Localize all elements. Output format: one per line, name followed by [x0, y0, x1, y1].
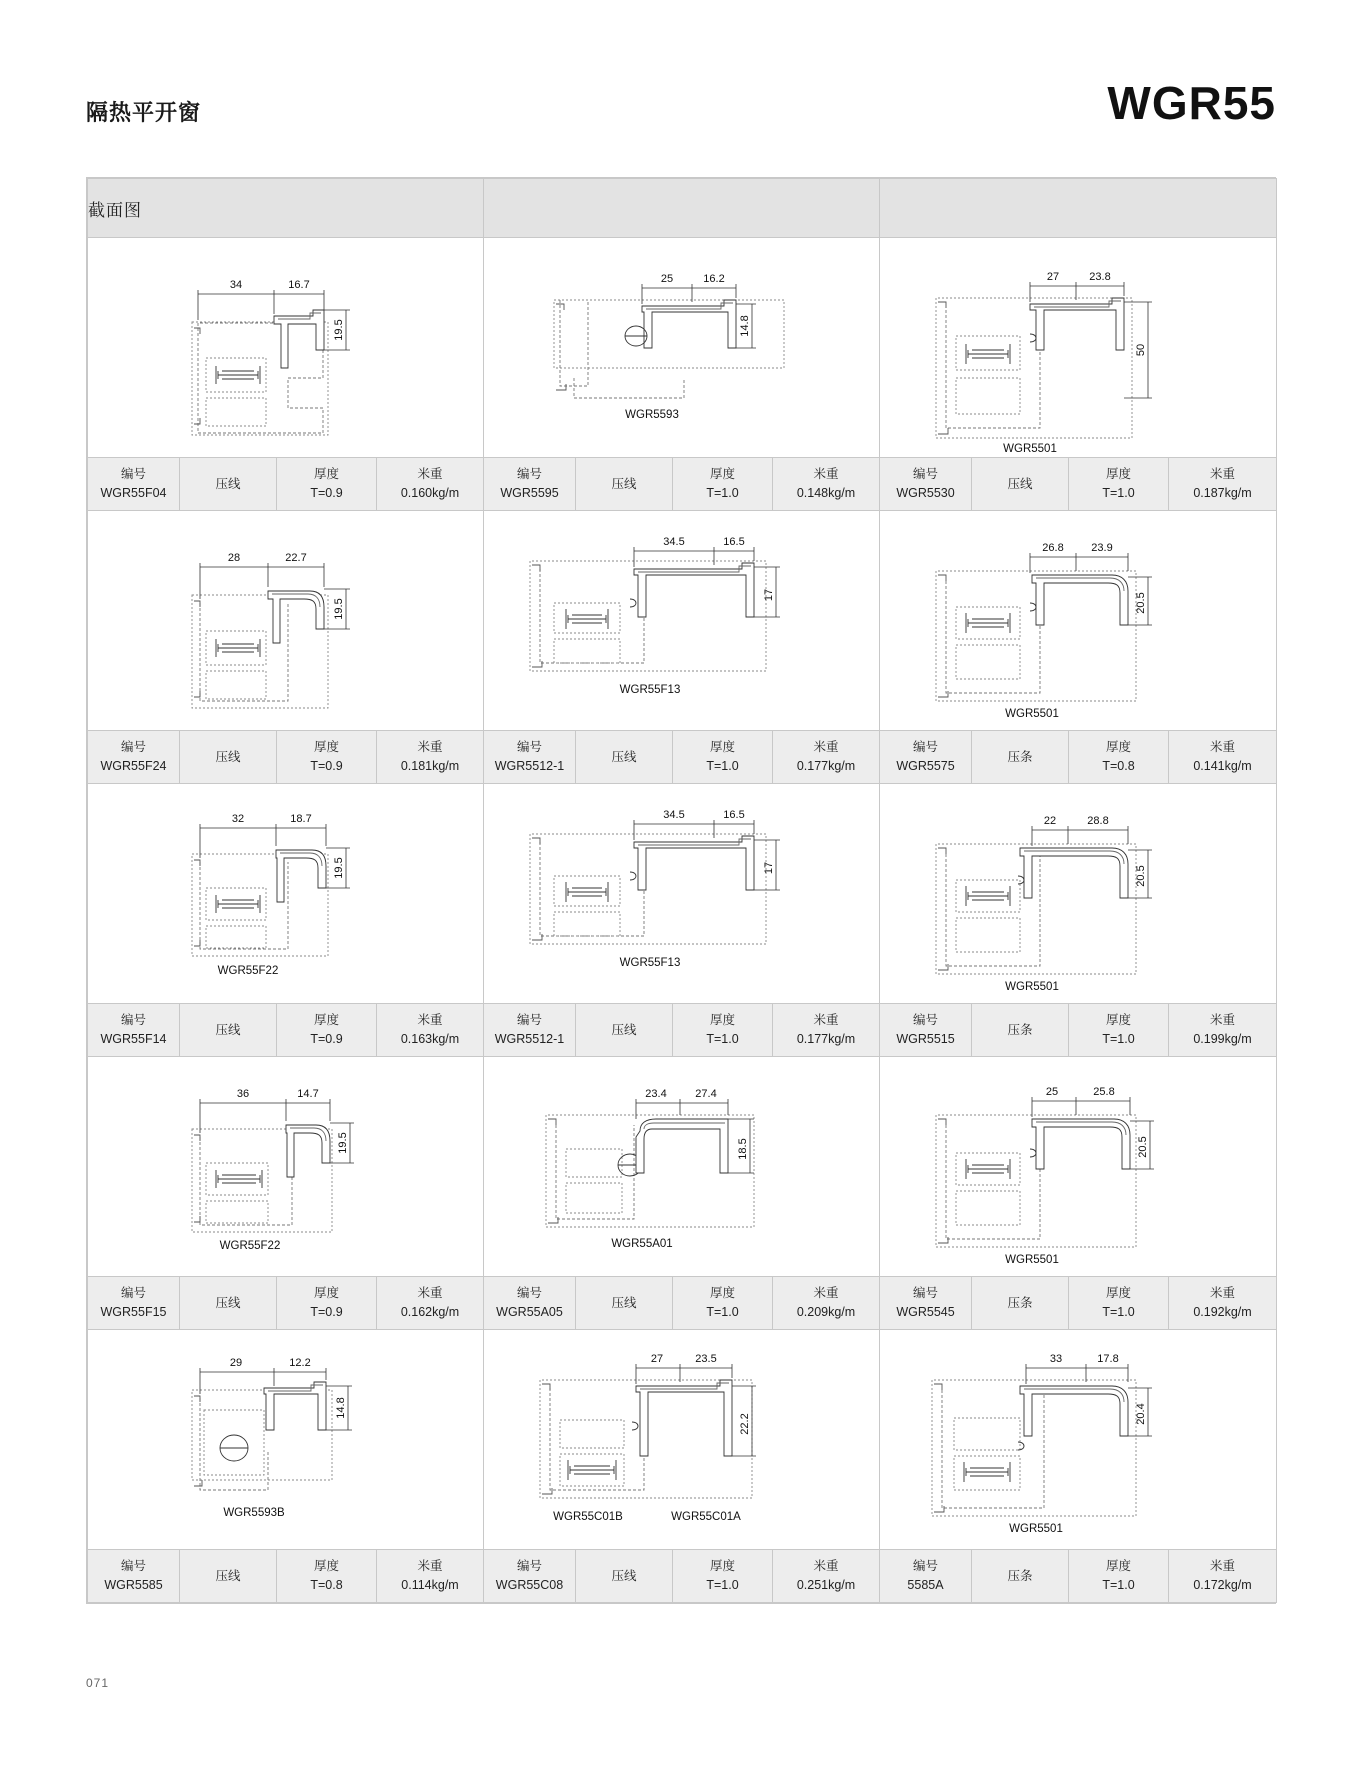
spec-weight-label-r5c2: 米重 [813, 1559, 839, 1574]
spec-thickness-r4c3 [1069, 1277, 1169, 1330]
spec-thickness-r2c1 [277, 731, 377, 784]
spec-weight-r4c1 [377, 1277, 484, 1330]
spec-thickness-value-r5c1: T=0.8 [310, 1578, 343, 1592]
figure-cell-r3c2 [484, 784, 880, 1004]
section-drawing-r1c3 [880, 238, 1276, 457]
figure-cell-r2c1 [88, 511, 484, 731]
dim-top-right-r2c3: 23.9 [1091, 542, 1113, 554]
spec-code-value-r4c1: WGR55F15 [100, 1305, 167, 1319]
profile-label-r4c3-0: WGR5501 [1005, 1254, 1059, 1266]
dim-right-r5c1: 14.8 [335, 1397, 347, 1419]
spec-weight-value-r1c3: 0.187kg/m [1193, 486, 1252, 500]
spec-thickness-label-r2c2: 厚度 [709, 740, 735, 755]
section-drawing-r5c2 [484, 1330, 879, 1549]
spec-thickness-value-r4c3: T=1.0 [1102, 1305, 1135, 1319]
spec-weight-value-r3c2: 0.177kg/m [796, 1032, 856, 1046]
figure-cell-r5c3 [880, 1330, 1277, 1550]
spec-code-label-r1c2: 编号 [516, 467, 542, 482]
spec-thickness-r3c1 [277, 1004, 377, 1057]
spec-thickness-label-r4c2: 厚度 [709, 1286, 735, 1301]
spec-type-r2c3: 压条 [972, 731, 1069, 784]
spec-thickness-label-r3c3: 厚度 [1105, 1013, 1131, 1028]
spec-weight-r5c1 [377, 1550, 484, 1603]
dim-right-r3c1: 19.5 [333, 857, 345, 879]
dim-top-left-r4c3: 25 [1045, 1086, 1059, 1098]
spec-thickness-r1c1 [277, 458, 377, 511]
spec-code-value-r2c1: WGR55F24 [100, 759, 167, 773]
dim-right-r2c1: 19.5 [333, 598, 345, 620]
dim-top-right-r2c2: 16.5 [723, 536, 745, 548]
table-band-row [88, 179, 1277, 238]
spec-weight-label-r3c3: 米重 [1209, 1013, 1235, 1028]
spec-code-r4c3 [880, 1277, 972, 1330]
spec-weight-r1c1 [377, 458, 484, 511]
figure-row-3 [88, 784, 1277, 1004]
dim-top-left-r3c3: 22 [1043, 815, 1057, 827]
figure-cell-r5c2 [484, 1330, 880, 1550]
spec-code-r5c1 [88, 1550, 180, 1603]
spec-row-3 [88, 1004, 1277, 1057]
spec-thickness-value-r3c3: T=1.0 [1102, 1032, 1135, 1046]
spec-type-r2c1: 压线 [180, 731, 277, 784]
dim-top-right-r1c1: 16.7 [288, 279, 310, 291]
spec-thickness-label-r1c2: 厚度 [709, 467, 735, 482]
figure-cell-r1c1 [88, 238, 484, 458]
spec-weight-r3c2 [773, 1004, 880, 1057]
spec-code-value-r2c2: WGR5512-1 [494, 759, 565, 773]
spec-code-value-r3c2: WGR5512-1 [494, 1032, 565, 1046]
spec-code-value-r4c3: WGR5545 [896, 1305, 955, 1319]
spec-code-label-r5c1: 编号 [120, 1559, 146, 1574]
spec-code-r2c1 [88, 731, 180, 784]
spec-code-r1c1 [88, 458, 180, 511]
spec-code-label-r1c1: 编号 [120, 467, 146, 482]
spec-weight-value-r4c3: 0.192kg/m [1193, 1305, 1252, 1319]
figure-cell-r4c1 [88, 1057, 484, 1277]
spec-code-label-r3c1: 编号 [120, 1013, 146, 1028]
spec-code-label-r4c3: 编号 [912, 1286, 938, 1301]
spec-weight-label-r4c3: 米重 [1209, 1286, 1235, 1301]
dim-right-r3c2: 17 [763, 861, 775, 875]
figure-cell-r4c3 [880, 1057, 1277, 1277]
dim-top-left-r4c1: 36 [236, 1088, 250, 1100]
spec-code-r1c3 [880, 458, 972, 511]
dim-right-r5c2: 22.2 [739, 1413, 751, 1435]
spec-code-label-r2c2: 编号 [516, 740, 542, 755]
spec-weight-value-r5c1: 0.114kg/m [401, 1578, 459, 1592]
figure-cell-r1c2 [484, 238, 880, 458]
section-drawing-r5c1 [88, 1330, 483, 1549]
spec-thickness-r1c2 [673, 458, 773, 511]
spec-code-r5c3 [880, 1550, 972, 1603]
profile-label-r5c2-1: WGR55C01A [671, 1511, 741, 1523]
dim-top-right-r3c3: 28.8 [1087, 815, 1109, 827]
spec-thickness-value-r1c1: T=0.9 [310, 486, 343, 500]
band-blank-3 [880, 179, 1277, 238]
dim-top-left-r1c1: 34 [229, 279, 243, 291]
dim-top-left-r1c2: 25 [660, 273, 674, 285]
spec-weight-value-r4c2: 0.209kg/m [796, 1305, 856, 1319]
spec-thickness-value-r1c2: T=1.0 [706, 486, 739, 500]
spec-thickness-value-r5c3: T=1.0 [1102, 1578, 1135, 1592]
spec-weight-value-r1c1: 0.160kg/m [400, 486, 460, 500]
spec-code-r3c2 [484, 1004, 576, 1057]
section-drawing-r3c1 [88, 784, 483, 1003]
profile-label-r5c3-0: WGR5501 [1009, 1523, 1063, 1535]
spec-thickness-r4c2 [673, 1277, 773, 1330]
dim-top-right-r4c2: 27.4 [695, 1088, 717, 1100]
section-drawing-r1c1 [88, 238, 483, 457]
spec-weight-value-r4c1: 0.162kg/m [400, 1305, 460, 1319]
spec-weight-label-r1c2: 米重 [813, 467, 839, 482]
profile-label-r3c1-0: WGR55F22 [217, 965, 279, 977]
sections-table [86, 177, 1276, 1604]
dim-top-right-r4c1: 14.7 [297, 1088, 319, 1100]
dim-top-right-r2c1: 22.7 [285, 552, 307, 564]
spec-code-value-r5c2: WGR55C08 [495, 1578, 564, 1592]
spec-weight-r1c3 [1169, 458, 1277, 511]
spec-thickness-value-r2c1: T=0.9 [310, 759, 343, 773]
spec-thickness-label-r4c1: 厚度 [313, 1286, 339, 1301]
spec-weight-value-r2c3: 0.141kg/m [1193, 759, 1252, 773]
spec-type-r4c3: 压条 [972, 1277, 1069, 1330]
spec-weight-r2c1 [377, 731, 484, 784]
section-drawing-r1c2 [484, 238, 879, 457]
dim-right-r4c3: 20.5 [1137, 1136, 1149, 1158]
spec-thickness-value-r4c1: T=0.9 [310, 1305, 343, 1319]
section-drawing-r3c3 [880, 784, 1276, 1003]
spec-weight-label-r2c1: 米重 [417, 740, 443, 755]
spec-weight-r1c2 [773, 458, 880, 511]
spec-thickness-r4c1 [277, 1277, 377, 1330]
spec-thickness-r3c2 [673, 1004, 773, 1057]
spec-weight-r5c2 [773, 1550, 880, 1603]
figure-cell-r4c2 [484, 1057, 880, 1277]
spec-thickness-r1c3 [1069, 458, 1169, 511]
spec-type-r2c2: 压线 [576, 731, 673, 784]
dim-top-left-r5c1: 29 [229, 1357, 243, 1369]
spec-code-r4c1 [88, 1277, 180, 1330]
dim-top-right-r5c2: 23.5 [695, 1353, 717, 1365]
dim-top-left-r2c3: 26.8 [1042, 542, 1064, 554]
dim-top-right-r1c3: 23.8 [1089, 271, 1111, 283]
spec-type-r3c3: 压条 [972, 1004, 1069, 1057]
spec-code-value-r1c2: WGR5595 [500, 486, 559, 500]
figure-row-5 [88, 1330, 1277, 1550]
dim-top-left-r3c1: 32 [231, 813, 245, 825]
spec-weight-value-r5c2: 0.251kg/m [796, 1578, 856, 1592]
spec-code-label-r1c3: 编号 [912, 467, 938, 482]
section-drawing-r4c2 [484, 1057, 879, 1276]
spec-weight-label-r4c1: 米重 [417, 1286, 443, 1301]
dim-top-left-r5c2: 27 [650, 1353, 664, 1365]
dim-top-right-r5c1: 12.2 [289, 1357, 311, 1369]
spec-row-5 [88, 1550, 1277, 1603]
spec-type-r3c1: 压线 [180, 1004, 277, 1057]
profile-label-r4c2-0: WGR55A01 [611, 1238, 673, 1250]
spec-thickness-label-r2c1: 厚度 [313, 740, 339, 755]
spec-thickness-r5c2 [673, 1550, 773, 1603]
spec-weight-label-r4c2: 米重 [813, 1286, 839, 1301]
section-drawing-r2c2 [484, 511, 879, 730]
figure-row-2 [88, 511, 1277, 731]
spec-weight-r3c3 [1169, 1004, 1277, 1057]
spec-thickness-value-r2c2: T=1.0 [706, 759, 739, 773]
spec-weight-r4c2 [773, 1277, 880, 1330]
spec-type-r1c2: 压线 [576, 458, 673, 511]
dim-right-r2c2: 17 [763, 588, 775, 602]
spec-code-r4c2 [484, 1277, 576, 1330]
spec-row-2 [88, 731, 1277, 784]
spec-thickness-value-r4c2: T=1.0 [706, 1305, 739, 1319]
dim-top-left-r4c2: 23.4 [645, 1088, 667, 1100]
spec-thickness-label-r2c3: 厚度 [1105, 740, 1131, 755]
spec-thickness-r2c3 [1069, 731, 1169, 784]
band-title: 截面图 [88, 179, 484, 238]
figure-cell-r2c3 [880, 511, 1277, 731]
spec-code-label-r4c1: 编号 [120, 1286, 146, 1301]
spec-code-label-r2c1: 编号 [120, 740, 146, 755]
spec-code-value-r5c3: 5585A [907, 1578, 944, 1592]
spec-row-4 [88, 1277, 1277, 1330]
spec-weight-value-r3c3: 0.199kg/m [1193, 1032, 1252, 1046]
spec-thickness-label-r1c1: 厚度 [313, 467, 339, 482]
spec-weight-label-r1c3: 米重 [1209, 467, 1235, 482]
dim-right-r2c3: 20.5 [1135, 592, 1147, 614]
profile-label-r3c3-0: WGR5501 [1005, 981, 1059, 993]
spec-weight-r2c3 [1169, 731, 1277, 784]
page-header [86, 77, 1276, 142]
spec-thickness-r5c1 [277, 1550, 377, 1603]
section-drawing-r2c3 [880, 511, 1276, 730]
profile-label-r2c3-0: WGR5501 [1005, 708, 1059, 720]
spec-thickness-label-r4c3: 厚度 [1105, 1286, 1131, 1301]
dim-right-r3c3: 20.5 [1135, 865, 1147, 887]
spec-thickness-label-r3c2: 厚度 [709, 1013, 735, 1028]
profile-label-r1c3-0: WGR5501 [1003, 443, 1057, 455]
spec-weight-value-r2c2: 0.177kg/m [796, 759, 856, 773]
dim-top-right-r3c1: 18.7 [290, 813, 312, 825]
section-drawing-r4c3 [880, 1057, 1276, 1276]
spec-thickness-label-r5c2: 厚度 [709, 1559, 735, 1574]
spec-thickness-label-r5c3: 厚度 [1105, 1559, 1131, 1574]
spec-row-1 [88, 458, 1277, 511]
spec-thickness-value-r3c1: T=0.9 [310, 1032, 343, 1046]
spec-code-value-r4c2: WGR55A05 [496, 1305, 563, 1319]
dim-top-left-r5c3: 33 [1049, 1353, 1063, 1365]
spec-type-r1c1: 压线 [180, 458, 277, 511]
spec-type-r5c2: 压线 [576, 1550, 673, 1603]
spec-thickness-label-r3c1: 厚度 [313, 1013, 339, 1028]
figure-cell-r5c1 [88, 1330, 484, 1550]
spec-weight-value-r3c1: 0.163kg/m [400, 1032, 460, 1046]
figure-cell-r1c3 [880, 238, 1277, 458]
spec-code-label-r4c2: 编号 [516, 1286, 542, 1301]
section-drawing-r5c3 [880, 1330, 1276, 1549]
spec-weight-label-r2c3: 米重 [1209, 740, 1235, 755]
spec-weight-r4c3 [1169, 1277, 1277, 1330]
dim-right-r4c2: 18.5 [737, 1138, 749, 1160]
page-title: 隔热平开窗 [86, 100, 202, 125]
spec-weight-label-r5c3: 米重 [1209, 1559, 1235, 1574]
spec-weight-label-r2c2: 米重 [813, 740, 839, 755]
spec-code-label-r5c3: 编号 [912, 1559, 938, 1574]
dim-top-left-r2c1: 28 [227, 552, 241, 564]
spec-weight-value-r5c3: 0.172kg/m [1193, 1578, 1252, 1592]
spec-type-r5c3: 压条 [972, 1550, 1069, 1603]
dim-top-left-r1c3: 27 [1046, 271, 1060, 283]
spec-weight-label-r3c2: 米重 [813, 1013, 839, 1028]
dim-top-left-r3c2: 34.5 [663, 809, 685, 821]
spec-weight-r5c3 [1169, 1550, 1277, 1603]
spec-code-r2c2 [484, 731, 576, 784]
band-blank-2 [484, 179, 880, 238]
dim-right-r1c3: 50 [1135, 343, 1147, 357]
figure-cell-r2c2 [484, 511, 880, 731]
spec-code-label-r3c3: 编号 [912, 1013, 938, 1028]
series-code: WGR55 [1107, 77, 1276, 129]
dim-right-r1c2: 14.8 [739, 315, 751, 337]
dim-right-r5c3: 20.4 [1135, 1403, 1147, 1425]
spec-code-label-r3c2: 编号 [516, 1013, 542, 1028]
dim-top-right-r3c2: 16.5 [723, 809, 745, 821]
spec-thickness-value-r1c3: T=1.0 [1102, 486, 1135, 500]
spec-thickness-r5c3 [1069, 1550, 1169, 1603]
spec-weight-value-r2c1: 0.181kg/m [400, 759, 460, 773]
spec-thickness-value-r5c2: T=1.0 [706, 1578, 739, 1592]
spec-code-value-r3c1: WGR55F14 [100, 1032, 167, 1046]
spec-thickness-label-r1c3: 厚度 [1105, 467, 1131, 482]
spec-weight-r2c2 [773, 731, 880, 784]
spec-type-r1c3: 压线 [972, 458, 1069, 511]
spec-code-r3c1 [88, 1004, 180, 1057]
spec-type-r3c2: 压线 [576, 1004, 673, 1057]
profile-label-r5c1-0: WGR5593B [223, 1507, 285, 1519]
figure-row-1 [88, 238, 1277, 458]
spec-weight-label-r1c1: 米重 [417, 467, 443, 482]
spec-weight-label-r5c1: 米重 [417, 1559, 443, 1574]
spec-code-r3c3 [880, 1004, 972, 1057]
dim-top-right-r5c3: 17.8 [1097, 1353, 1119, 1365]
spec-code-value-r1c3: WGR5530 [896, 486, 955, 500]
spec-type-r4c1: 压线 [180, 1277, 277, 1330]
spec-code-label-r5c2: 编号 [516, 1559, 542, 1574]
spec-thickness-value-r3c2: T=1.0 [706, 1032, 739, 1046]
dim-top-right-r1c2: 16.2 [703, 273, 725, 285]
spec-code-r1c2 [484, 458, 576, 511]
spec-type-r4c2: 压线 [576, 1277, 673, 1330]
profile-label-r2c2-0: WGR55F13 [619, 684, 681, 696]
dim-right-r1c1: 19.5 [333, 319, 345, 341]
spec-code-value-r3c3: WGR5515 [896, 1032, 955, 1046]
profile-label-r3c2-0: WGR55F13 [619, 957, 681, 969]
spec-code-value-r5c1: WGR5585 [104, 1578, 163, 1592]
profile-label-r5c2-0: WGR55C01B [553, 1511, 623, 1523]
section-drawing-r4c1 [88, 1057, 483, 1276]
spec-weight-value-r1c2: 0.148kg/m [796, 486, 856, 500]
page-number: 071 [86, 1676, 110, 1690]
section-drawing-r3c2 [484, 784, 879, 1003]
profile-label-r4c1-0: WGR55F22 [219, 1240, 281, 1252]
spec-code-value-r2c3: WGR5575 [896, 759, 955, 773]
section-drawing-r2c1 [88, 511, 483, 730]
profile-label-r1c2-0: WGR5593 [625, 409, 679, 421]
dim-top-left-r2c2: 34.5 [663, 536, 685, 548]
dim-right-r4c1: 19.5 [337, 1132, 349, 1154]
dim-top-right-r4c3: 25.8 [1093, 1086, 1115, 1098]
spec-weight-r3c1 [377, 1004, 484, 1057]
spec-type-r5c1: 压线 [180, 1550, 277, 1603]
figure-cell-r3c1 [88, 784, 484, 1004]
figure-row-4 [88, 1057, 1277, 1277]
spec-weight-label-r3c1: 米重 [417, 1013, 443, 1028]
spec-code-label-r2c3: 编号 [912, 740, 938, 755]
spec-code-r2c3 [880, 731, 972, 784]
spec-thickness-label-r5c1: 厚度 [313, 1559, 339, 1574]
spec-code-value-r1c1: WGR55F04 [100, 486, 167, 500]
figure-cell-r3c3 [880, 784, 1277, 1004]
spec-thickness-r3c3 [1069, 1004, 1169, 1057]
spec-code-r5c2 [484, 1550, 576, 1603]
spec-thickness-value-r2c3: T=0.8 [1102, 759, 1135, 773]
spec-thickness-r2c2 [673, 731, 773, 784]
